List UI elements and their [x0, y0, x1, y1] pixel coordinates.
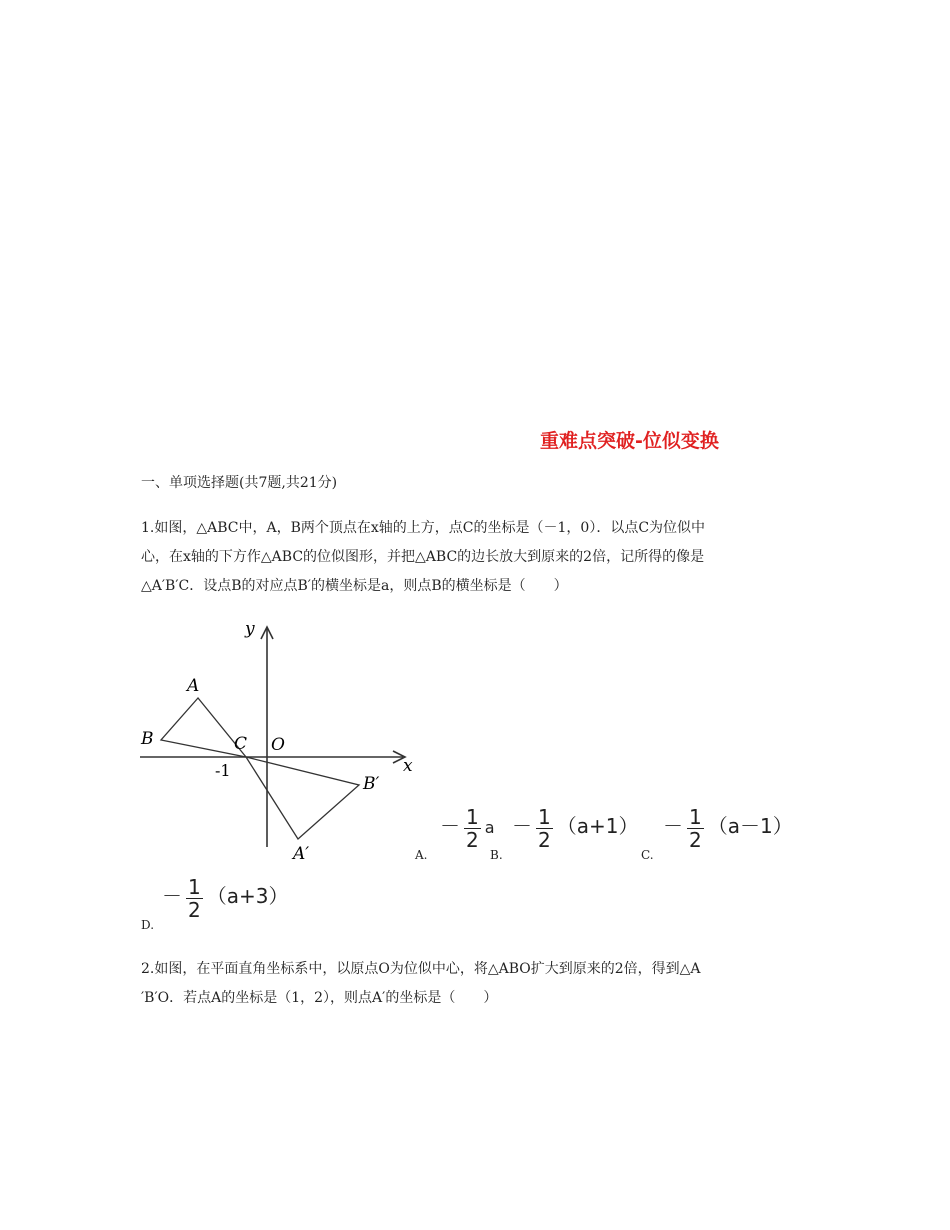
- point-a-prime-label: A′: [293, 844, 310, 864]
- option-d-letter: D.: [141, 918, 155, 932]
- option-a-denominator: 2: [466, 828, 479, 852]
- option-b-minus: －: [512, 814, 532, 838]
- option-d-denominator: 2: [188, 898, 201, 922]
- question-2-line-1: 2.如图，在平面直角坐标系中，以原点O为位似中心，将△ABO扩大到原来的2倍，得到△A: [141, 961, 701, 977]
- option-c-minus: －: [663, 814, 683, 838]
- option-b-expr: （a+1）: [556, 814, 639, 838]
- question-1-line-2: 心，在x轴的下方作△ABC的位似图形，并把△ABC的边长放大到原来的2倍，记所得的像是: [141, 549, 705, 565]
- triangle-a2b2c: [246, 757, 359, 839]
- option-b[interactable]: [490, 805, 639, 862]
- point-a-label: A: [187, 676, 200, 696]
- origin-label: O: [271, 735, 285, 755]
- option-a-numerator: 1: [466, 805, 479, 829]
- option-a-expr: a: [484, 818, 495, 837]
- question-1-line-3: △A′B′C．设点B的对应点B′的横坐标是a，则点B的横坐标是（ ）: [141, 578, 568, 594]
- question-2-text: [141, 955, 821, 1013]
- option-d-expr: （a+3）: [206, 884, 289, 908]
- option-b-denominator: 2: [538, 828, 551, 852]
- question-1-text: [141, 514, 821, 601]
- x-axis-label: x: [403, 756, 413, 776]
- option-d[interactable]: [141, 875, 289, 932]
- point-c-label: C: [234, 734, 248, 754]
- option-c-letter: C.: [641, 848, 654, 862]
- option-a[interactable]: [415, 805, 495, 862]
- y-axis-label: y: [245, 619, 255, 639]
- section-heading: 一、单项选择题(共7题,共21分): [141, 475, 338, 491]
- option-c-expr: （a－1）: [707, 814, 793, 838]
- page-title: 重难点突破-位似变换: [540, 430, 719, 452]
- tick-label-minus-1: -1: [215, 761, 231, 780]
- point-b-label: B: [141, 729, 154, 749]
- option-c-numerator: 1: [689, 805, 702, 829]
- question-1-line-1: 1.如图，△ABC中，A，B两个顶点在x轴的上方，点C的坐标是（－1，0）．以点C为位似中: [141, 520, 706, 536]
- option-a-minus: －: [440, 814, 460, 838]
- option-a-letter: A.: [415, 848, 428, 862]
- point-b-prime-label: B′: [363, 774, 380, 794]
- option-d-numerator: 1: [188, 875, 201, 899]
- question-2-line-2: ′B′O．若点A的坐标是（1，2），则点A′的坐标是（ ）: [141, 990, 498, 1006]
- question-1-figure: [135, 615, 428, 870]
- option-b-numerator: 1: [538, 805, 551, 829]
- option-c-denominator: 2: [689, 828, 702, 852]
- option-b-letter: B.: [490, 848, 503, 862]
- option-c[interactable]: [641, 805, 793, 862]
- option-d-minus: －: [162, 884, 182, 908]
